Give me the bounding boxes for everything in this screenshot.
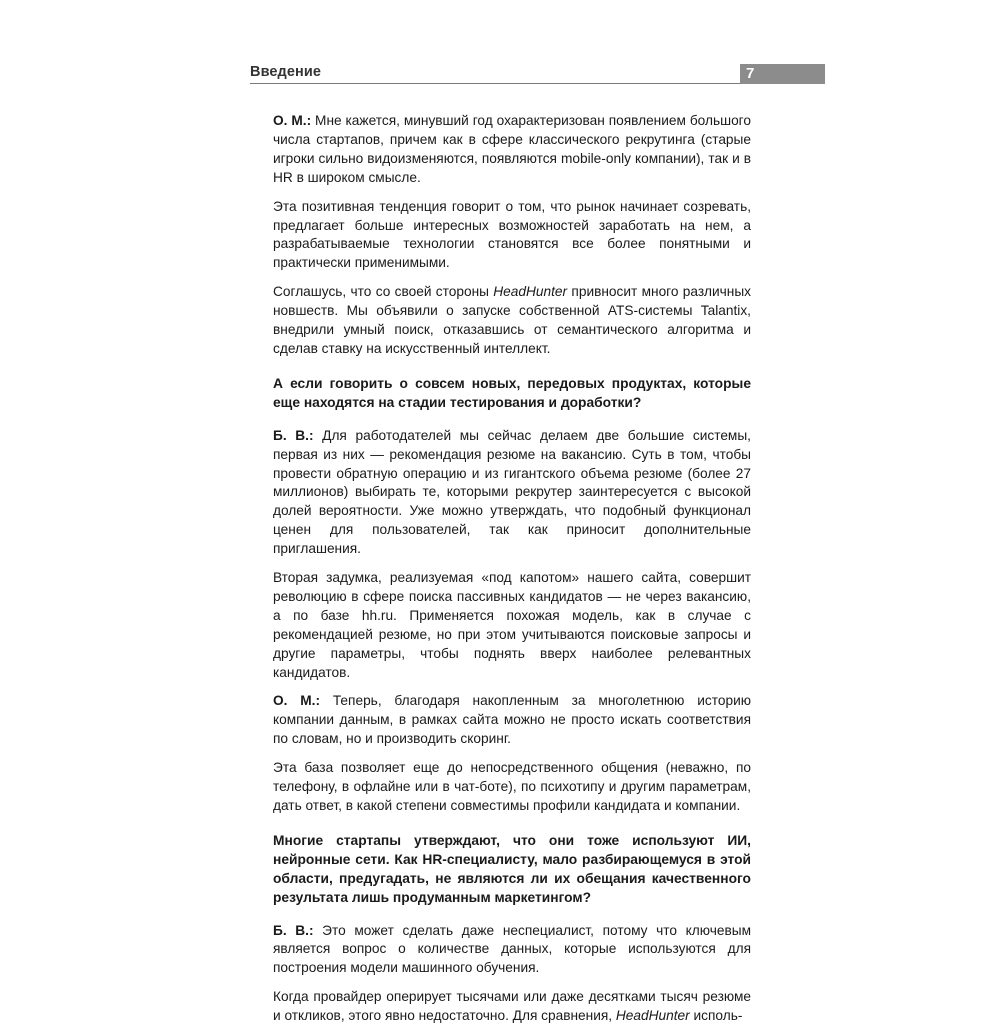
speaker-label: Б. В.: — [273, 922, 314, 938]
paragraph-text: Когда провайдер оперирует тысячами или даже десятками тысяч резюме и откликов, этого явно недостаточно. Для сравнения, — [273, 989, 751, 1024]
paragraph — [273, 988, 751, 1026]
page-body — [273, 112, 751, 1036]
paragraph — [273, 112, 751, 188]
chapter-title: Введение — [250, 64, 322, 80]
interview-question: А если говорить о совсем новых, передовых продуктах, которые еще находятся на стадии тестирования и доработки? — [273, 375, 751, 410]
paragraph-text: привносит много различных новшеств. Мы объявили о запуске собственной ATS-системы Talantix, внедрили умный поиск, отказавшись от семантического алгоритма и сделав ставку на искусственный интеллект. — [273, 284, 751, 356]
paragraph — [273, 922, 751, 979]
page-number-tab — [740, 64, 825, 84]
paragraph-text: Мне кажется, минувший год охарактеризован появлением большого числа стартапов, причем как в сфере классического рекрутинга (старые игроки сильно видоизменяются, появляются mobile-only компании), так и в HR в широком смысле. — [273, 113, 751, 185]
company-name: HeadHunter — [615, 1008, 690, 1024]
speaker-label: Б. В.: — [273, 427, 314, 443]
paragraph-text: Это может сделать даже неспециалист, потому что ключевым является вопрос о количестве данных, которые используются для построения модели машинного обучения. — [273, 922, 751, 976]
page-number: 7 — [746, 65, 755, 82]
paragraph: Вторая задумка, реализуемая «под капотом» нашего сайта, совершит революцию в сфере поиска пассивных кандидатов — не через вакансию, а по базе hh.ru. Применяется похожая модель, как в случае с рекомендацией резюме, но при этом учитываются поисковые запросы и другие параметры, чтобы поднять вверх наиболее релевантных кандидатов. — [273, 570, 751, 680]
speaker-label: О. М.: — [273, 693, 321, 709]
paragraph — [273, 692, 751, 749]
paragraph-text: исполь- — [689, 1008, 743, 1024]
speaker-label: О. М.: — [273, 113, 312, 128]
paragraph-text: Соглашусь, что со своей стороны — [273, 284, 494, 300]
paragraph: Эта позитивная тенденция говорит о том, что рынок начинает созревать, предлагает больше интересных возможностей заработать на нем, а разрабатываемые технологии становятся все более понятными и практически применимыми. — [273, 198, 751, 271]
paragraph — [273, 283, 751, 359]
running-header — [250, 64, 825, 84]
interview-question: Многие стартапы утверждают, что они тоже используют ИИ, нейронные сети. Как HR-специалисту, мало разбирающемуся в этой области, предугадать, не являются ли их обещания качественного результата лишь продуманным маркетингом? — [273, 832, 751, 905]
paragraph: Эта база позволяет еще до непосредственного общения (неважно, по телефону, в офлайне или в чат-боте), по психотипу и другим параметрам, дать ответ, в какой степени совместимы профили кандидата и компании. — [273, 760, 751, 813]
company-name: HeadHunter — [493, 284, 568, 300]
paragraph-text: Теперь, благодаря накопленным за многолетнюю историю компании данным, в рамках сайта можно не просто искать соответствия по словам, но и производить скоринг. — [273, 693, 752, 747]
header-rule — [250, 83, 740, 84]
paragraph-text: Для работодателей мы сейчас делаем две большие системы, первая из них — рекомендация резюме на вакансию. Суть в том, чтобы провести обратную операцию и из гигантского объема резюме (более 27 миллионов) выбирать те, которыми рекрутер заинтересуется с высокой долей вероятности. Уже можно утверждать, что подобный функционал ценен для пользователей, так как приносит дополнительные приглашения. — [273, 427, 751, 557]
paragraph — [273, 427, 751, 559]
